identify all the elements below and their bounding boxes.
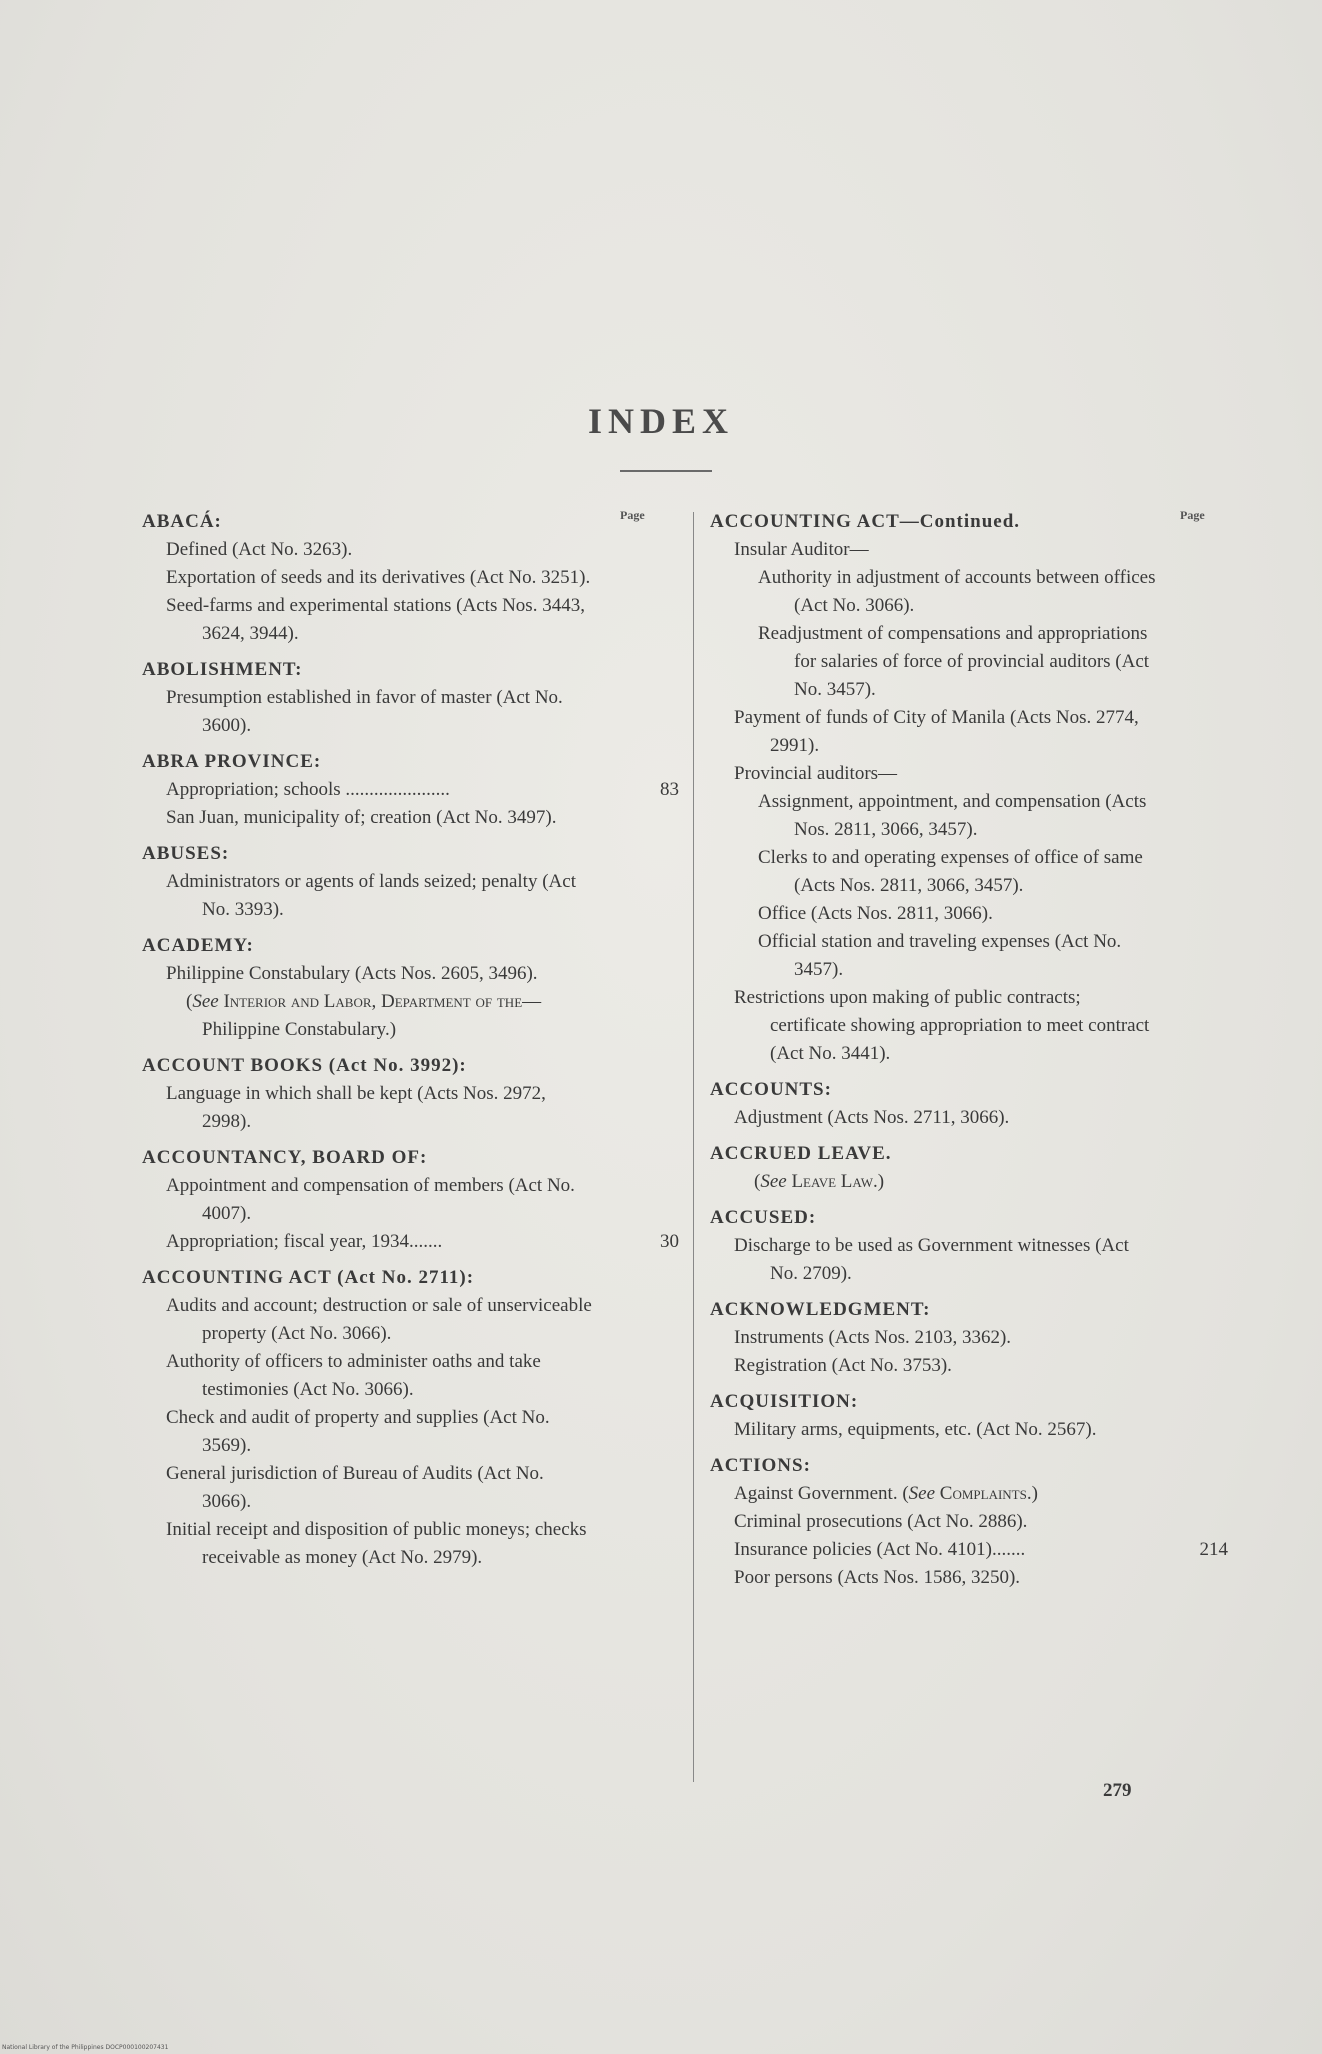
subitem-text: Assignment, appointment, and compensation (Acts Nos. 2811, 3066, 3457). (758, 791, 1147, 840)
index-entry (710, 1204, 1160, 1288)
subitem-text: Restrictions upon making of public contracts; certificate showing appropriation to meet contract (Act No. 3441). (734, 987, 1150, 1064)
index-entry (142, 1264, 597, 1572)
see-reference-tail: ) (877, 1171, 885, 1192)
see-reference-target: Interior and Labor, Department of the (223, 991, 523, 1012)
entry-subitem (710, 1352, 1160, 1380)
entry-subitem: (See Leave Law.) (754, 1171, 885, 1192)
subitem-text: Check and audit of property and supplies (Act No. 3569). (166, 1407, 550, 1456)
index-entry (142, 932, 597, 1044)
subitem-text: Criminal prosecutions (Act No. 2886). (734, 1511, 1028, 1532)
subitem-text: Audits and account; destruction or sale of unserviceable property (Act No. 3066). (166, 1295, 592, 1344)
entry-heading: ACADEMY: (142, 935, 254, 956)
entry-heading: ACTIONS: (710, 1455, 811, 1476)
column-divider (693, 512, 694, 1782)
entry-heading: ACCRUED LEAVE. (710, 1143, 892, 1164)
entry-subitem (710, 1104, 1160, 1132)
entry-subitem (142, 1460, 597, 1516)
subitem-text: San Juan, municipality of; creation (Act No. 3497). (166, 807, 557, 828)
folio-number: 279 (1103, 1780, 1132, 1801)
index-entry (142, 748, 679, 832)
subitem-text: Instruments (Acts Nos. 2103, 3362). (734, 1327, 1012, 1348)
see-reference-label: See (192, 991, 219, 1012)
see-reference-tail: ) (1031, 1483, 1038, 1504)
entry-heading: ACCOUNTANCY, BOARD OF: (142, 1147, 428, 1168)
page-number: 214 (1199, 1539, 1228, 1560)
index-entry (142, 1144, 679, 1256)
subitem-text: Registration (Act No. 3753). (734, 1355, 952, 1376)
see-reference-label: See (760, 1171, 787, 1192)
see-reference-tail: —Philippine Constabulary.) (202, 991, 542, 1040)
page-number: 83 (660, 779, 679, 800)
entry-heading: ACCUSED: (710, 1207, 817, 1228)
subitem-text: Provincial auditors— (734, 763, 898, 784)
entry-heading: ACQUISITION: (710, 1391, 859, 1412)
entry-heading: ABACÁ: (142, 511, 222, 532)
footer-watermark: National Library of the Philippines DOCP000100207431 (2, 2044, 169, 2051)
entry-subitem (710, 536, 1160, 564)
entry-subitem (710, 844, 1160, 900)
entry-subitem (142, 684, 597, 740)
entry-subitem (710, 928, 1160, 984)
subitem-text: Administrators or agents of lands seized; penalty (Act No. 3393). (166, 871, 576, 920)
entry-subitem (710, 788, 1160, 844)
entry-subitem (710, 1564, 1160, 1592)
entry-subitem (142, 1172, 597, 1228)
entry-subitem (142, 1080, 597, 1136)
index-entry (142, 656, 597, 740)
subitem-text: Discharge to be used as Government witnesses (Act No. 2709). (734, 1235, 1129, 1284)
subitem-text: Appropriation; fiscal year, 1934....... (166, 1231, 443, 1252)
see-reference-target: Complaints. (939, 1483, 1032, 1504)
subitem-text: Military arms, equipments, etc. (Act No. 2567). (734, 1419, 1097, 1440)
entry-subitem (710, 1416, 1160, 1444)
entry-subitem (710, 1508, 1160, 1536)
entry-subitem (710, 620, 1160, 704)
index-entry (710, 1452, 1228, 1592)
subitem-text: Presumption established in favor of master (Act No. 3600). (166, 687, 563, 736)
entry-subitem (142, 1228, 679, 1256)
index-entry (710, 1388, 1160, 1444)
entry-subitem (142, 776, 679, 804)
entry-subitem: (See Interior and Labor, Department of the—Philippine Constabulary.) (186, 991, 542, 1040)
subitem-text: Insurance policies (Act No. 4101)....... (734, 1539, 1026, 1560)
entry-heading: ABRA PROVINCE: (142, 751, 322, 772)
subitem-text: Insular Auditor— (734, 539, 869, 560)
subitem-text: Defined (Act No. 3263). (166, 539, 353, 560)
entry-subitem (142, 1516, 597, 1572)
entry-heading: ABOLISHMENT: (142, 659, 303, 680)
entry-heading: ACCOUNTING ACT—Continued. (710, 511, 1021, 532)
title-rule (620, 470, 712, 472)
page-column-label-right: Page (1180, 508, 1205, 522)
index-entry (710, 1140, 1160, 1196)
entry-subitem (142, 564, 597, 592)
subitem-text: Adjustment (Acts Nos. 2711, 3066). (734, 1107, 1010, 1128)
see-reference-label: See (908, 1483, 936, 1504)
index-entry (710, 1076, 1160, 1132)
entry-heading: ACCOUNTING ACT (Act No. 2711): (142, 1267, 475, 1288)
page-number: 30 (660, 1231, 679, 1252)
entry-subitem (142, 1404, 597, 1460)
entry-subitem (142, 960, 597, 988)
entry-subitem (710, 1480, 1160, 1508)
entry-heading: ACKNOWLEDGMENT: (710, 1299, 931, 1320)
subitem-text: Readjustment of compensations and appropriations for salaries of force of provincial auditors (Act No. 3457). (758, 623, 1150, 700)
subitem-text: Payment of funds of City of Manila (Acts Nos. 2774, 2991). (734, 707, 1139, 756)
index-entry (142, 840, 597, 924)
index-entry (710, 508, 1160, 1068)
entry-subitem (710, 1536, 1228, 1564)
subitem-text: Exportation of seeds and its derivatives (Act No. 3251). (166, 567, 591, 588)
entry-subitem (142, 592, 597, 648)
entry-subitem (710, 1324, 1160, 1352)
entry-heading: ACCOUNTS: (710, 1079, 832, 1100)
subitem-text: Official station and traveling expenses (Act No. 3457). (758, 931, 1122, 980)
entry-subitem (710, 1232, 1160, 1288)
entry-subitem (710, 900, 1160, 928)
subitem-text: Poor persons (Acts Nos. 1586, 3250). (734, 1567, 1021, 1588)
entry-subitem (142, 868, 597, 924)
subitem-text: Against Government. ( (734, 1483, 909, 1504)
subitem-text: Appointment and compensation of members (Act No. 4007). (166, 1175, 575, 1224)
subitem-text: Office (Acts Nos. 2811, 3066). (758, 903, 993, 924)
page-title: INDEX (587, 401, 734, 441)
subitem-text: Clerks to and operating expenses of office of same (Acts Nos. 2811, 3066, 3457). (758, 847, 1143, 896)
subitem-text: Seed-farms and experimental stations (Acts Nos. 3443, 3624, 3944). (166, 595, 585, 644)
subitem-text: Appropriation; schools ...................... (166, 779, 450, 800)
subitem-text: Philippine Constabulary (Acts Nos. 2605, 3496). (166, 963, 538, 984)
entry-subitem (142, 804, 597, 832)
subitem-text: Language in which shall be kept (Acts Nos. 2972, 2998). (166, 1083, 546, 1132)
entry-subitem (710, 984, 1160, 1068)
subitem-text: Authority of officers to administer oaths and take testimonies (Act No. 3066). (166, 1351, 541, 1400)
entry-subitem (142, 1292, 597, 1348)
entry-subitem (142, 1348, 597, 1404)
entry-heading: ACCOUNT BOOKS (Act No. 3992): (142, 1055, 467, 1076)
index-entry (142, 508, 597, 648)
subitem-text: General jurisdiction of Bureau of Audits (Act No. 3066). (166, 1463, 544, 1512)
entry-subitem (710, 760, 1160, 788)
entry-subitem (710, 564, 1160, 620)
entry-subitem (142, 536, 597, 564)
subitem-text: Initial receipt and disposition of public moneys; checks receivable as money (Act No. 2979). (166, 1519, 587, 1568)
subitem-text: Authority in adjustment of accounts between offices (Act No. 3066). (758, 567, 1156, 616)
entry-heading: ABUSES: (142, 843, 230, 864)
index-entry (710, 1296, 1160, 1380)
see-reference-target: Leave Law. (791, 1171, 878, 1192)
index-entry (142, 1052, 597, 1136)
entry-subitem (710, 704, 1160, 760)
page-column-label-left: Page (620, 508, 645, 522)
